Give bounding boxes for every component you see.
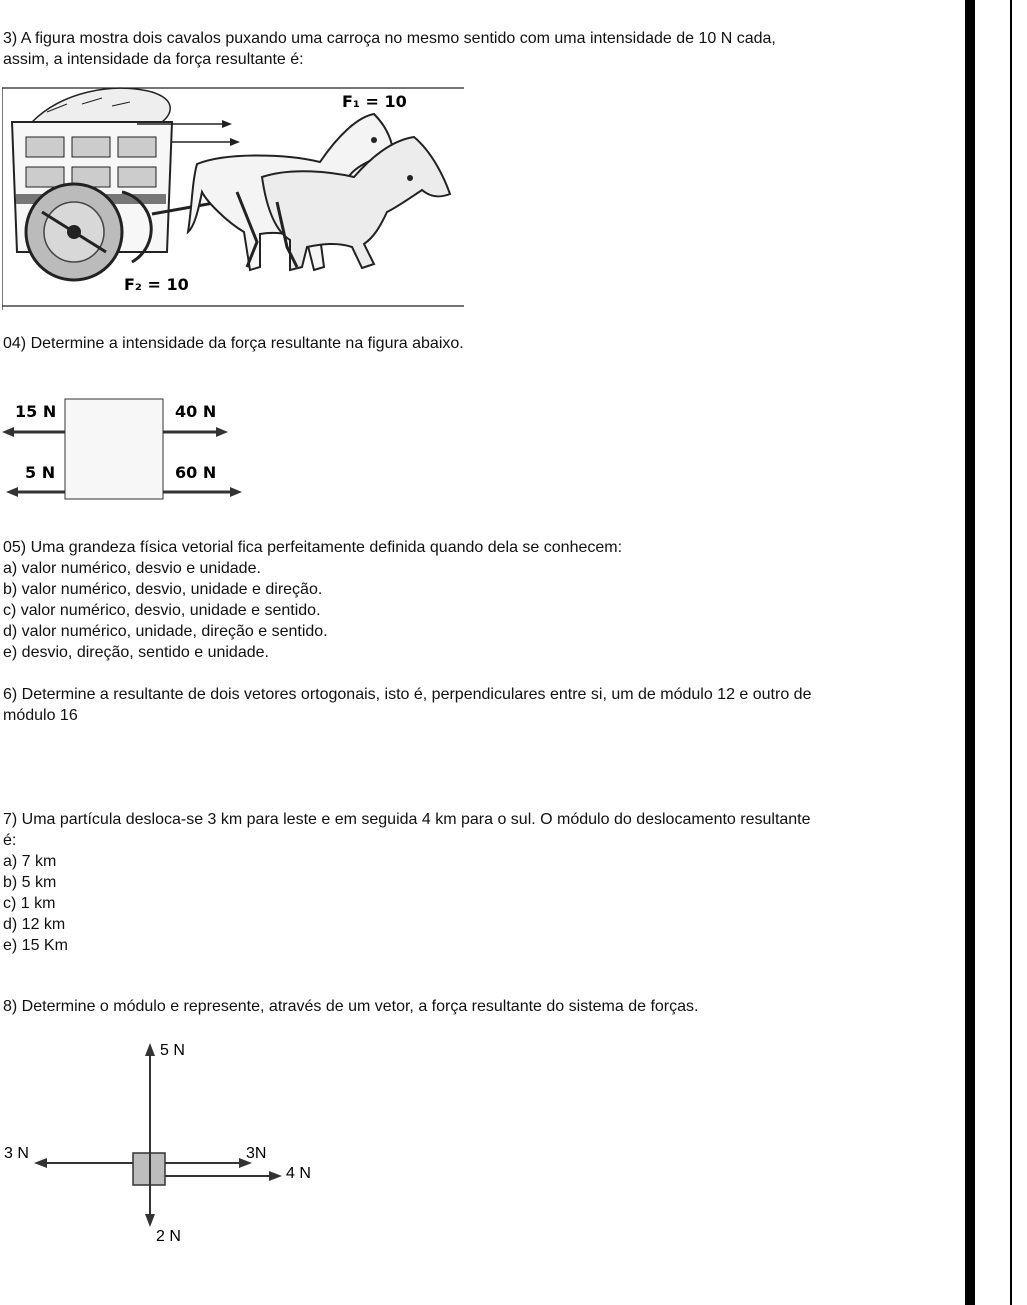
q3-f2-label: F₂ = 10 xyxy=(124,275,189,294)
q4-forces-figure xyxy=(0,395,250,510)
q4-right-top-force: 40 N xyxy=(175,402,217,421)
q8-text: 8) Determine o módulo e represente, através de um vetor, a força resultante do sistema de forças. xyxy=(3,998,699,1015)
q3-horse-cart-figure xyxy=(2,82,468,310)
q4-right-bottom-force: 60 N xyxy=(175,463,217,482)
q8-forces-figure xyxy=(0,1035,330,1250)
q8-left-force: 3 N xyxy=(4,1145,29,1162)
q4-text: 04) Determine a intensidade da força resultante na figura abaixo. xyxy=(3,335,464,352)
q6-text-line1: 6) Determine a resultante de dois vetores ortogonais, isto é, perpendiculares entre si, um de módulo 12 e outro de xyxy=(3,686,812,703)
q6-text-line2: módulo 16 xyxy=(3,707,78,724)
q3-text-line1: 3) A figura mostra dois cavalos puxando uma carroça no mesmo sentido com uma intensidade de 10 N cada, xyxy=(3,30,776,47)
q7-option-a: a) 7 km xyxy=(3,853,57,870)
q8-right-upper-force: 3N xyxy=(246,1145,267,1162)
q5-option-d: d) valor numérico, unidade, direção e sentido. xyxy=(3,623,328,640)
q7-option-e: e) 15 Km xyxy=(3,937,68,954)
q5-option-e: e) desvio, direção, sentido e unidade. xyxy=(3,644,269,661)
q8-right-lower-force: 4 N xyxy=(286,1165,311,1182)
q3-f1-label: F₁ = 10 xyxy=(342,92,407,111)
q7-option-d: d) 12 km xyxy=(3,916,66,933)
q3-text-line2: assim, a intensidade da força resultante é: xyxy=(3,51,304,68)
q5-text: 05) Uma grandeza física vetorial fica perfeitamente definida quando dela se conhecem: xyxy=(3,539,623,556)
q4-left-bottom-force: 5 N xyxy=(25,463,56,482)
q7-text-line1: 7) Uma partícula desloca-se 3 km para leste e em seguida 4 km para o sul. O módulo do deslocamento resultante xyxy=(3,811,811,828)
q7-option-c: c) 1 km xyxy=(3,895,56,912)
q5-option-c: c) valor numérico, desvio, unidade e sentido. xyxy=(3,602,321,619)
q5-option-a: a) valor numérico, desvio e unidade. xyxy=(3,560,261,577)
q7-text-line2: é: xyxy=(3,832,17,849)
q7-option-b: b) 5 km xyxy=(3,874,57,891)
q4-left-top-force: 15 N xyxy=(15,402,57,421)
q5-option-b: b) valor numérico, desvio, unidade e direção. xyxy=(3,581,323,598)
q8-down-force: 2 N xyxy=(156,1228,181,1245)
page-edge-line xyxy=(1010,0,1012,1305)
page-edge-bar xyxy=(965,0,975,1305)
q8-up-force: 5 N xyxy=(160,1042,185,1059)
